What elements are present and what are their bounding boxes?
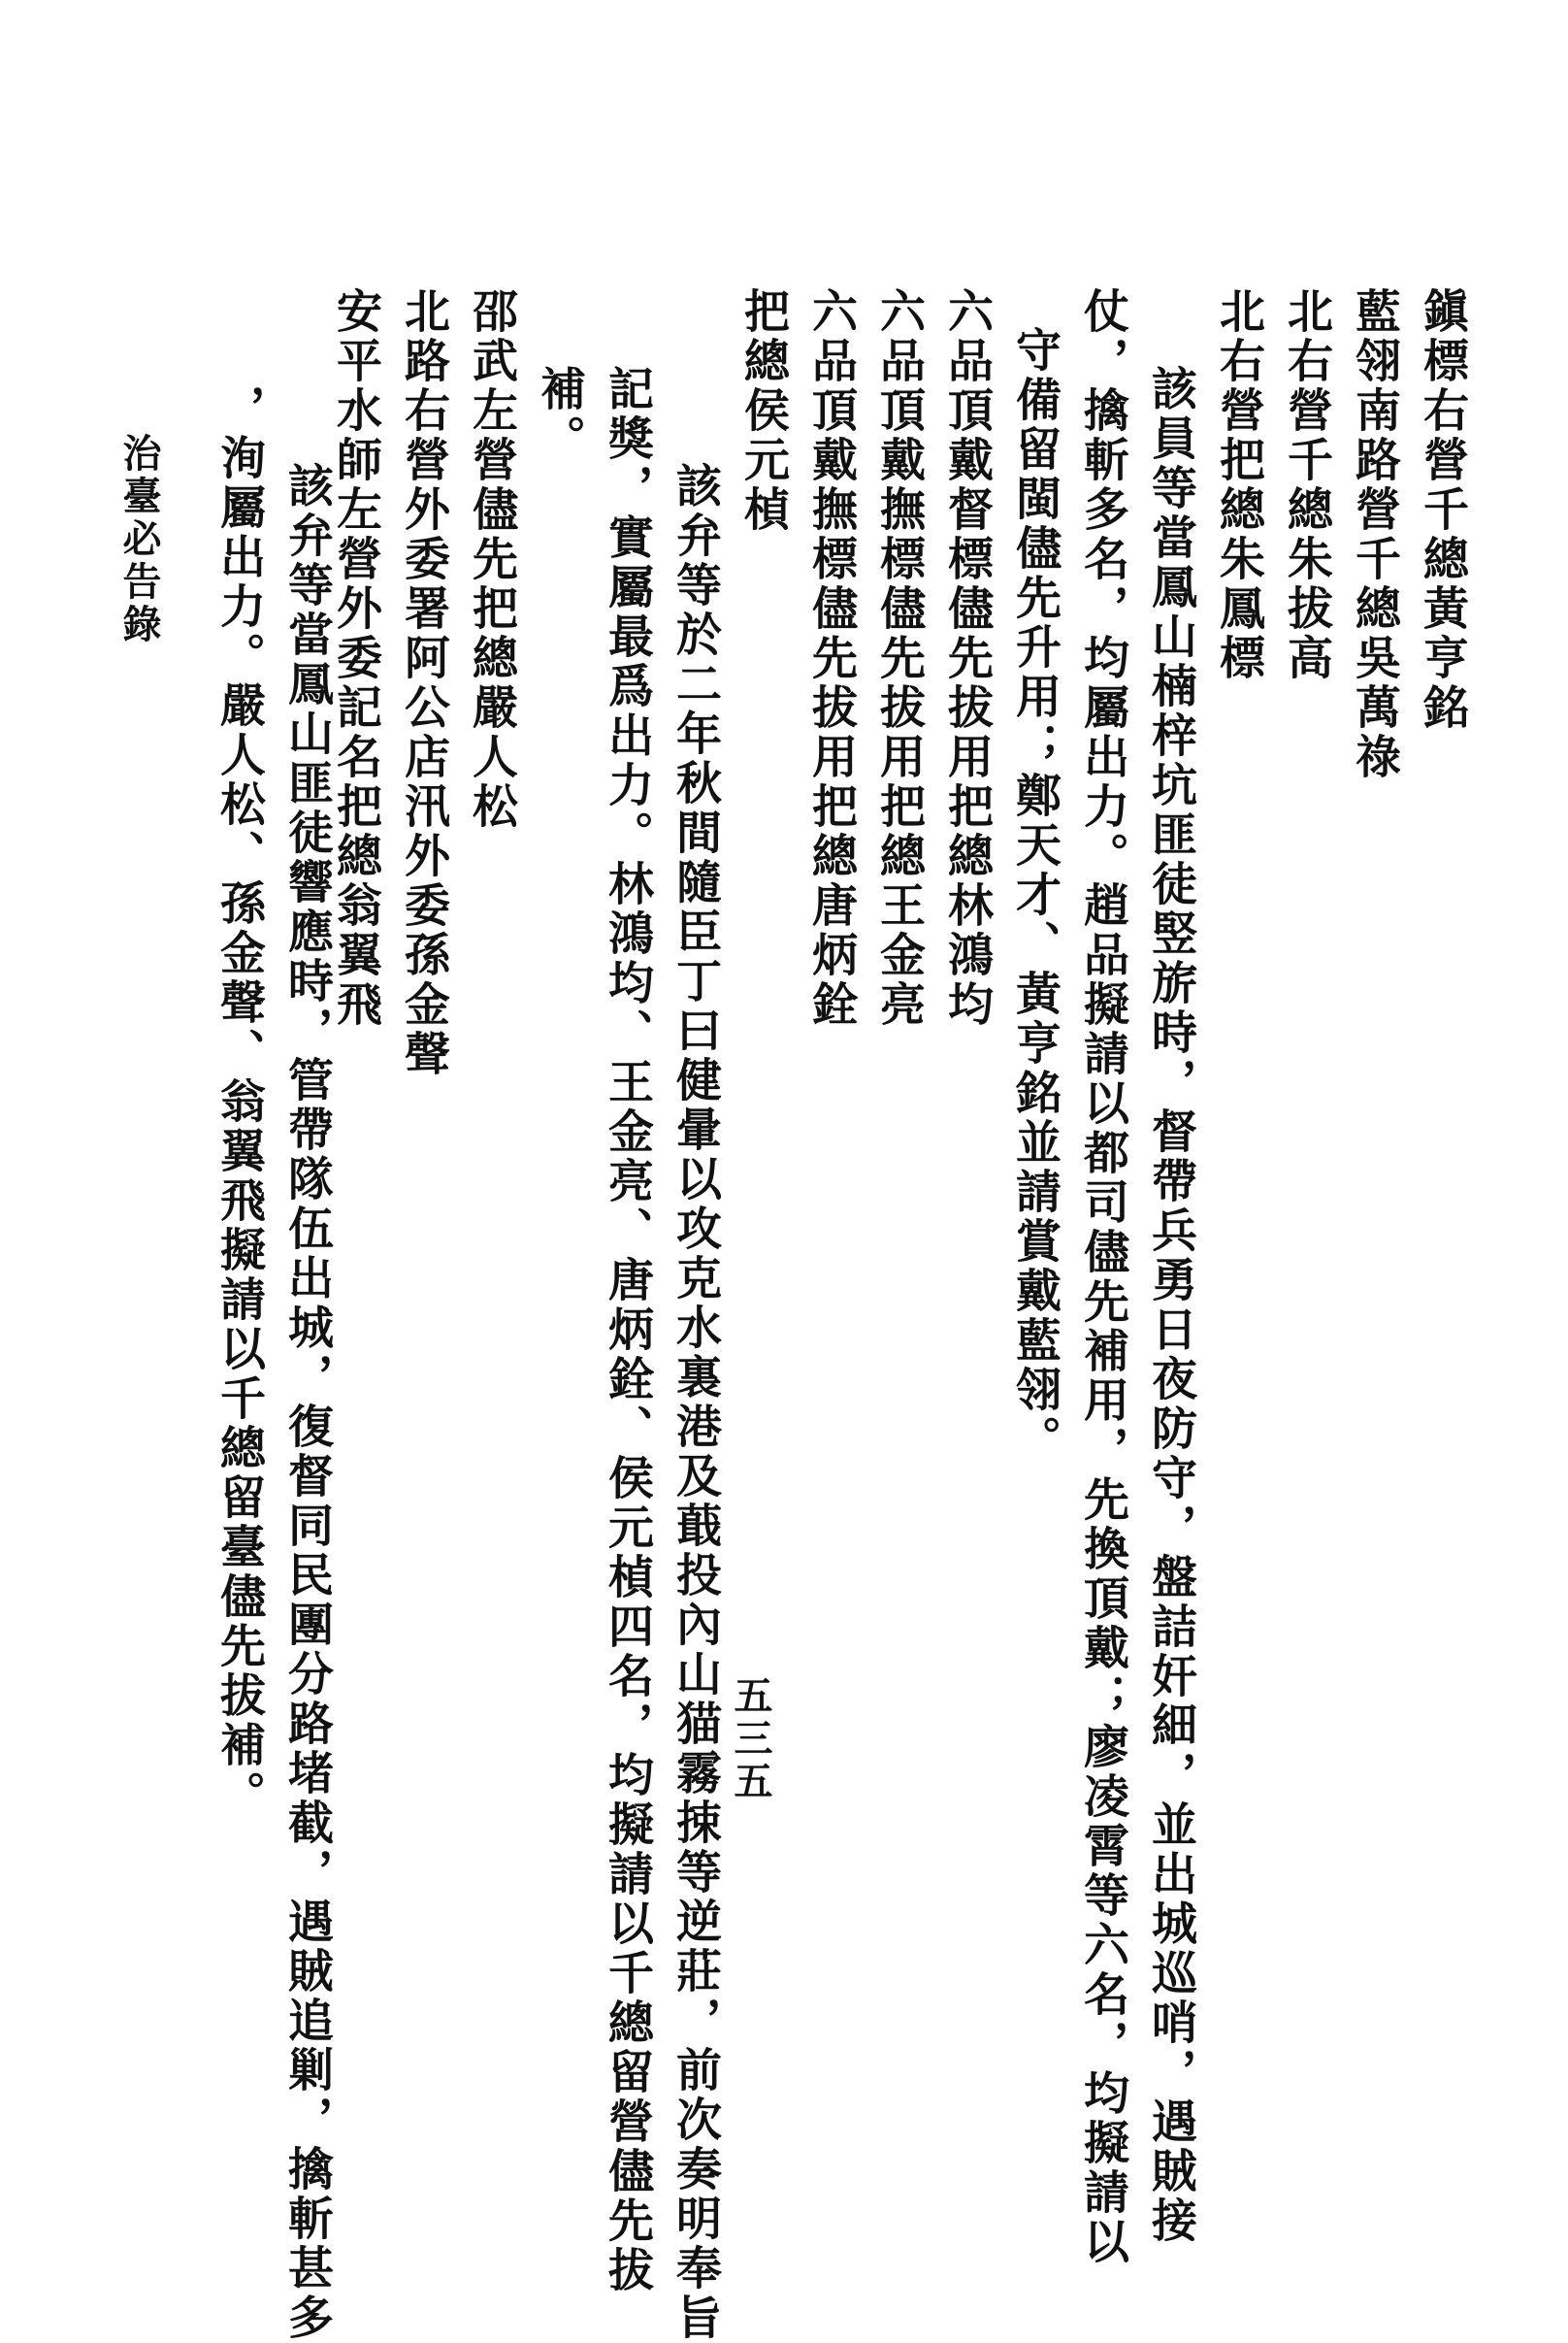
text-column-3: 北右營千總朱拔高: [1280, 287, 1333, 683]
text-column-17: 安平水師左營外委記名把總翁翼飛: [329, 287, 382, 1030]
text-column-8: 六品頂戴督標儘先拔用把總林鴻均: [940, 287, 994, 1030]
text-column-9: 六品頂戴撫標儘先拔用把總王金亮: [872, 287, 926, 1030]
text-column-1: 鎭標右營千總黃亨銘: [1416, 287, 1469, 733]
text-column-14: 補。: [533, 365, 586, 464]
text-column-10: 六品頂戴撫標儘先拔用把總唐炳銓: [804, 287, 858, 1030]
text-column-16: 北路右營外委署阿公店汛外委孫金聲: [397, 287, 450, 1079]
text-column-7: 守備留閩儘先升用；鄭天才、黃亨銘並請賞戴藍翎。: [1008, 326, 1062, 1465]
text-column-4: 北右營把總朱鳳標: [1212, 287, 1265, 683]
text-column-2: 藍翎南路營千總吳萬祿: [1348, 287, 1401, 782]
book-title: 治臺必告錄: [116, 433, 162, 646]
text-column-19: ，洵屬出力。嚴人松、孫金聲、翁翼飛擬請以千總留臺儘先拔補。: [212, 384, 266, 1820]
text-column-15: 邵武左營儘先把總嚴人松: [465, 287, 518, 832]
text-column-13: 記獎，實屬最爲出力。林鴻均、王金亮、唐炳銓、侯元楨四名，均擬請以千總留營儘先拔: [601, 365, 654, 2295]
text-column-12: 該弁等於二年秋間隨臣丁曰健暈以攻克水裏港及蕺投內山猫霧捒等逆莊，前次奏明奉旨: [669, 462, 722, 2343]
text-column-5: 該員等當鳳山楠梓坑匪徒竪旂時，督帶兵勇日夜防守，盤詰奸細，並出城巡哨，遇賊接: [1144, 365, 1197, 2246]
text-column-6: 仗，擒斬多名，均屬出力。趙品擬請以都司儘先補用，先換頂戴；廖凌霄等六名，均擬請以: [1076, 287, 1129, 2267]
text-column-18: 該弁等當鳳山匪徒響應時，管帶隊伍出城，復督同民團分路堵截，遇賊追剿，擒斬甚多: [280, 462, 334, 2343]
page-number: 五三五: [728, 1675, 773, 1803]
text-column-11: 把總侯元楨: [736, 287, 790, 535]
